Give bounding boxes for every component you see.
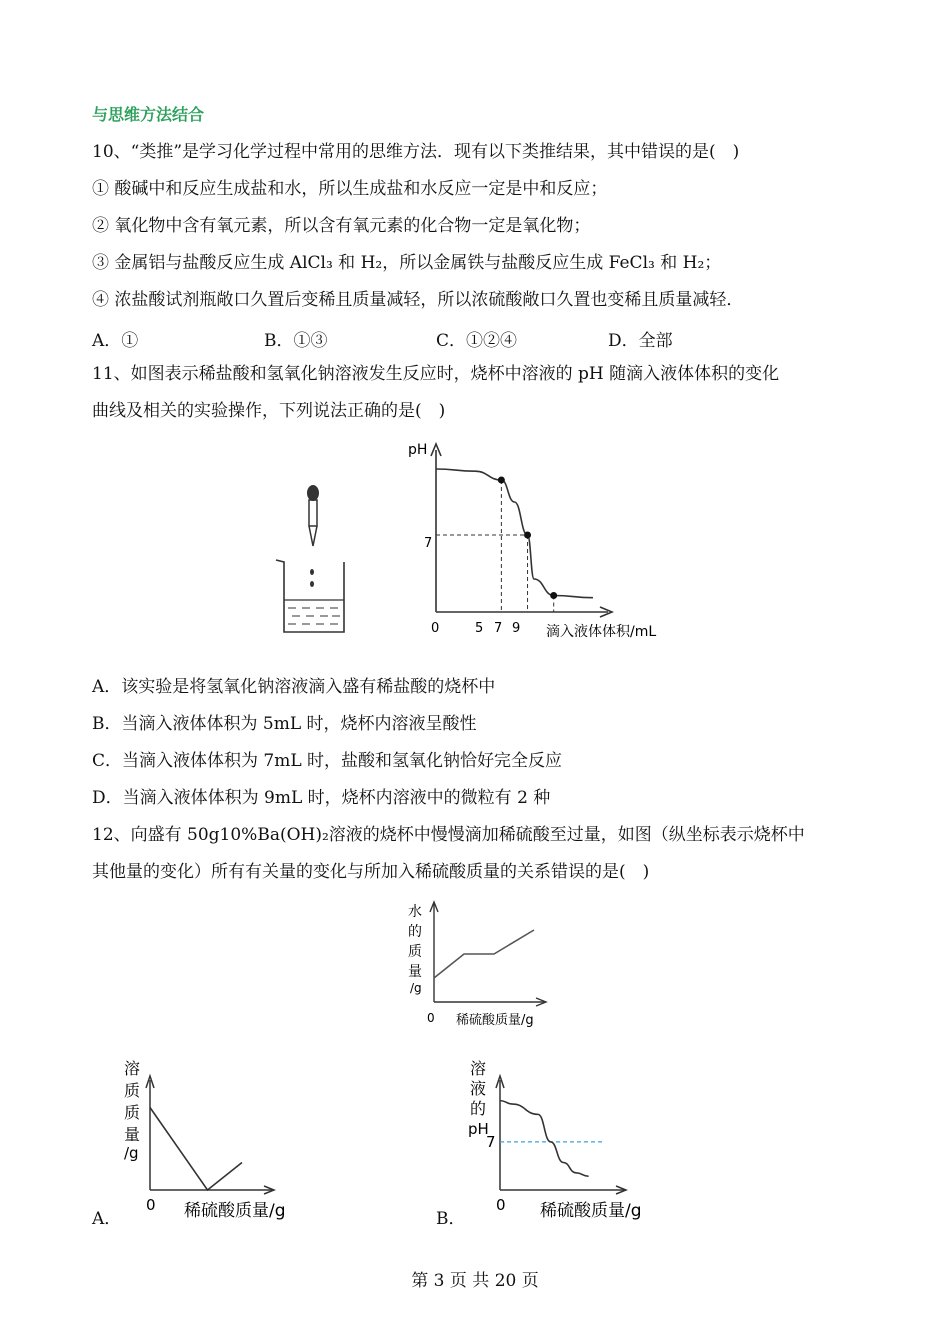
q10-stem: 10、“类推”是学习化学过程中常用的思维方法．现有以下类推结果，其中错误的是( ): [92, 142, 740, 162]
y-label-char: 的: [408, 924, 422, 940]
q10-option-c: C．①②④: [436, 331, 518, 351]
x-tick-0: 0: [431, 621, 440, 636]
q12-stem-line1: 12、向盛有 50g10%Ba(OH)₂溶液的烧杯中慢慢滴加稀硫酸至过量，如图（纵坐标表示烧杯中: [92, 825, 805, 845]
q10-option-d: D．全部: [608, 331, 673, 351]
q11-option-c: C．当滴入液体体积为 7mL 时，盐酸和氢氧化钠恰好完全反应: [92, 751, 563, 771]
q10-item-4: ④ 浓盐酸试剂瓶敞口久置后变稀且质量减轻，所以浓硫酸敞口久置也变稀且质量减轻．: [92, 290, 744, 310]
y-label-char: 量: [124, 1125, 141, 1144]
q12-chart-b: [464, 1054, 664, 1226]
q12-option-a-label: A．: [92, 1209, 122, 1229]
q11-stem-line2: 曲线及相关的实验操作，下列说法正确的是( ): [92, 401, 446, 421]
ph-curve-b: [500, 1101, 589, 1177]
marked-point: [550, 592, 557, 599]
y-axis-label: pH: [408, 442, 428, 458]
water-curve: [434, 930, 534, 978]
q10-item-3: ③ 金属铝与盐酸反应生成 AlCl₃ 和 H₂，所以金属铁与盐酸反应生成 FeCl₃ 和 H₂；: [92, 253, 722, 273]
y-label-char: 质: [124, 1081, 141, 1100]
y-label-char: 质: [408, 944, 422, 960]
water-origin: 0: [427, 1011, 435, 1025]
a-origin: 0: [146, 1196, 156, 1214]
q10-option-a: A．①: [92, 331, 139, 351]
solute-curve: [150, 1108, 242, 1191]
q12-chart-a: [120, 1054, 310, 1226]
q11-option-d: D．当滴入液体体积为 9mL 时，烧杯内溶液中的微粒有 2 种: [92, 788, 551, 808]
q10-option-b: B．①③: [264, 331, 328, 351]
y-label-char: 质: [124, 1103, 141, 1122]
marked-point: [498, 477, 505, 484]
y-label-unit: /g: [124, 1144, 139, 1162]
y-label-char: 水: [408, 904, 422, 920]
beaker-dropper-figure: [268, 480, 358, 640]
q12-stem-line2: 其他量的变化）所有有关量的变化与所加入稀硫酸质量的关系错误的是( ): [92, 862, 650, 882]
y-tick-7: 7: [424, 536, 433, 551]
y-label-char: 溶: [124, 1059, 141, 1078]
b-x-label: 稀硫酸质量/g: [540, 1201, 642, 1221]
q10-item-1: ① 酸碱中和反应生成盐和水，所以生成盐和水反应一定是中和反应；: [92, 179, 608, 199]
a-x-label: 稀硫酸质量/g: [184, 1201, 286, 1221]
b-origin: 0: [496, 1196, 506, 1214]
water-y-label: [408, 903, 422, 995]
marked-point: [524, 532, 531, 539]
x-axis-label: 滴入液体体积/mL: [546, 624, 657, 640]
solute-y-label: [124, 1059, 140, 1162]
y-label-ph: pH: [468, 1120, 489, 1138]
y-label-char: 的: [470, 1099, 487, 1118]
q12-option-b-label: B．: [436, 1209, 466, 1229]
x-tick-9: 9: [512, 621, 521, 636]
ph-curve: [436, 469, 593, 598]
q11-option-b: B．当滴入液体体积为 5mL 时，烧杯内溶液呈酸性: [92, 714, 477, 734]
q12-water-chart: [400, 898, 560, 1034]
beaker-icon: [276, 560, 344, 632]
page-footer: 第 3 页 共 20 页: [411, 1271, 539, 1291]
y-label-char: 液: [470, 1079, 487, 1098]
b-y-tick-7: 7: [486, 1133, 496, 1151]
y-label-char: 溶: [470, 1059, 487, 1078]
q11-ph-chart: [400, 432, 690, 644]
y-label-unit: /g: [410, 981, 422, 995]
section-title: 与思维方法结合: [92, 105, 205, 124]
water-x-label: 稀硫酸质量/g: [456, 1013, 534, 1028]
x-tick-7: 7: [494, 621, 503, 636]
q11-option-a: A．该实验是将氢氧化钠溶液滴入盛有稀盐酸的烧杯中: [92, 677, 496, 697]
q10-item-2: ② 氧化物中含有氧元素，所以含有氧元素的化合物一定是氧化物；: [92, 216, 591, 236]
ph-y-label: [468, 1059, 489, 1138]
q11-stem-line1: 11、如图表示稀盐酸和氢氧化钠溶液发生反应时，烧杯中溶液的 pH 随滴入液体体积的变化: [92, 364, 780, 384]
dropper-icon: [307, 485, 319, 546]
y-label-char: 量: [408, 964, 422, 980]
x-tick-5: 5: [475, 621, 484, 636]
